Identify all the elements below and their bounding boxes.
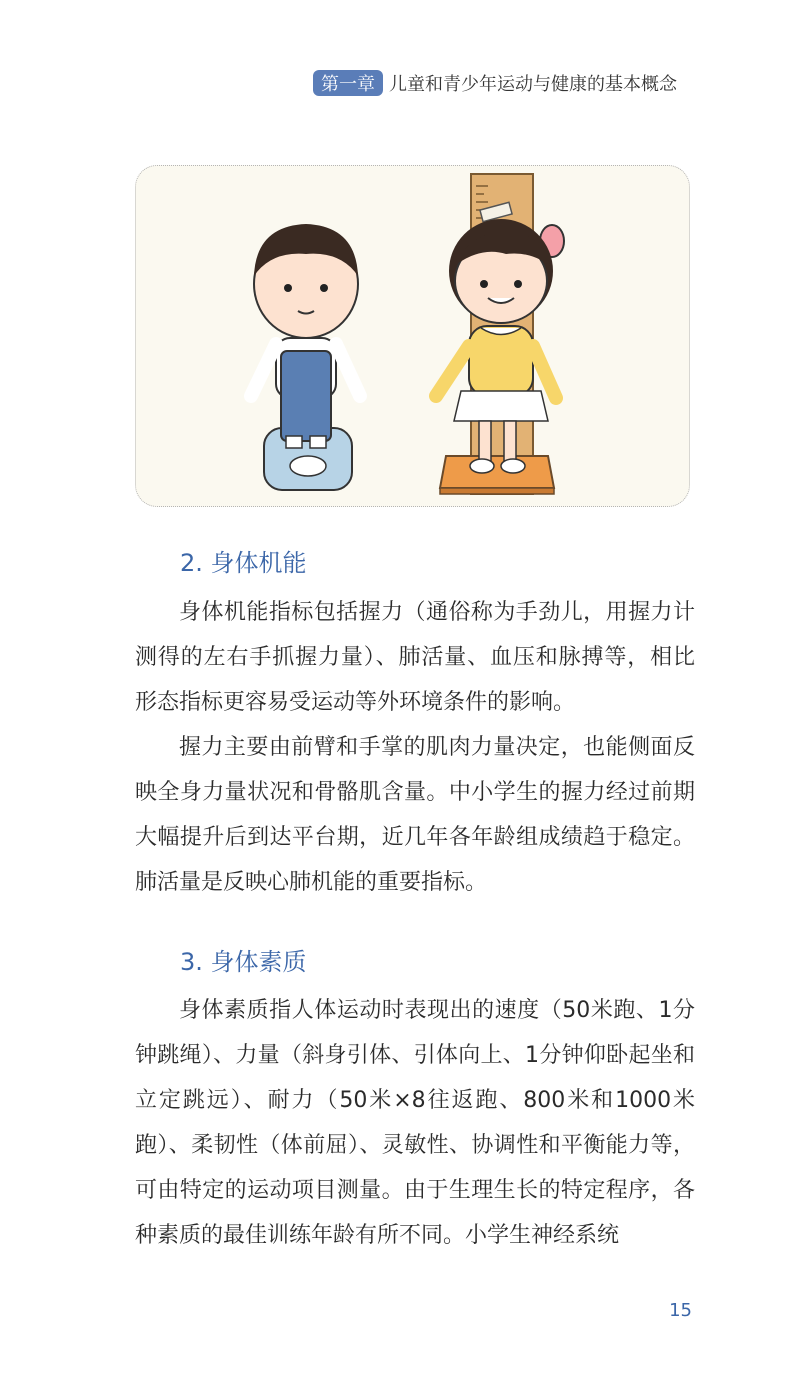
- chapter-title: 儿童和青少年运动与健康的基本概念: [389, 74, 677, 95]
- paragraph: 握力主要由前臂和手掌的肌肉力量决定，也能侧面反映全身力量状况和骨骼肌含量。中小学生的握力经过前期大幅提升后到达平台期，近几年各年龄组成绩趋于稳定。肺活量是反映心肺机能的重要指标。: [135, 735, 695, 895]
- paragraph: 身体机能指标包括握力（通俗称为手劲儿，用握力计测得的左右手抓握力量）、肺活量、血压和脉搏等，相比形态指标更容易受运动等外环境条件的影响。: [135, 600, 695, 715]
- chapter-badge: 第一章: [313, 70, 383, 96]
- page-number: 15: [669, 1300, 692, 1321]
- section-title-physical-fitness: 3. 身体素质: [180, 948, 307, 976]
- illustration-children-measurement: [135, 165, 690, 507]
- paragraph: 身体素质指人体运动时表现出的速度（50米跑、1分钟跳绳）、力量（斜身引体、引体向上、1分钟仰卧起坐和立定跳远）、耐力（50米×8往返跑、800米和1000米跑）、柔韧性（体前屈）、灵敏性、协调性和平衡能力等，可由特定的运动项目测量。由于生理生长的特定程序，各种素质的最佳训练年龄有所不同。小学生神经系统: [135, 998, 695, 1248]
- cartoon-children-image: [136, 166, 690, 507]
- running-header: [313, 68, 677, 98]
- section-title-body-function: 2. 身体机能: [180, 549, 307, 577]
